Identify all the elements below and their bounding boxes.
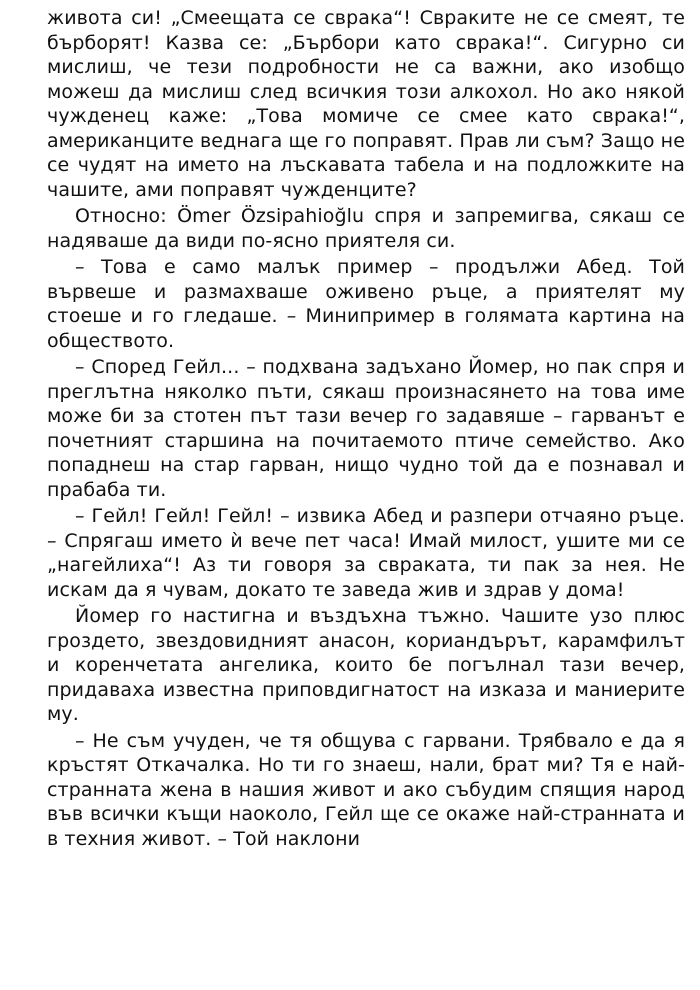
paragraph-7: – Не съм учуден, че тя общува с гарвани. Трябвало е да я кръстят Откачалка. Но ти го знаеш, нали, брат ми? Тя е най-странната жена в нашия живот и ако събудим спящия народ във всички къщи наоколо, Гейл ще се окаже най-странната и в техния живот. – Той наклони <box>47 729 685 850</box>
page-text <box>47 6 685 853</box>
paragraph-3: – Това е само малък пример – продължи Абед. Той вървеше и размахваше оживено ръце, а приятелят му стоеше и го гледаше. – Минипример в голямата картина на обществото. <box>47 256 685 352</box>
paragraph-4: – Според Гейл... – подхвана задъхано Йомер, но пак спря и преглътна няколко пъти, сякаш произнасянето на това име може би за стотен път тази вечер го задавяше – гарванът е почетният старшина на почитаемото птиче семейство. Ако попаднеш на стар гарван, нищо чудно той да е познавал и прабаба ти. <box>47 356 685 501</box>
paragraph-1: живота си! „Смеещата се сврака“! Свраките не се смеят, те бърборят! Казва се: „Бърбори като сврака!“. Сигурно си мислиш, че тези подробности не са важни, ако изобщо можеш да мислиш след всичкия този алкохол. Но ако някой чужденец каже: „Това момиче се смее като сврака!“, американците веднага ще го поправят. Прав ли съм? Защо не се чудят на името на лъскавата табела и на подложките на чашите, ами поправят чужденците? <box>47 7 685 201</box>
paragraph-2: Относно: Ömer Özsipahioğlu спря и запремигва, сякаш се надяваше да види по-ясно приятеля си. <box>47 205 685 252</box>
paragraph-6: Йомер го настигна и въздъхна тъжно. Чашите узо плюс гроздето, звездовидният анасон, кориандърът, карамфилът и коренчетата ангелика, които бе погълнал тази вечер, придаваха известна приповдигнатост на изказа и маниерите му. <box>47 605 685 725</box>
paragraph-5: – Гейл! Гейл! Гейл! – извика Абед и разпери отчаяно ръце. – Спрягаш името ѝ вече пет часа! Имай милост, ушите ми се „нагейлиха“! Аз ти говоря за свраката, ти пак за нея. Не искам да я чувам, докато те заведа жив и здрав у дома! <box>47 505 685 601</box>
